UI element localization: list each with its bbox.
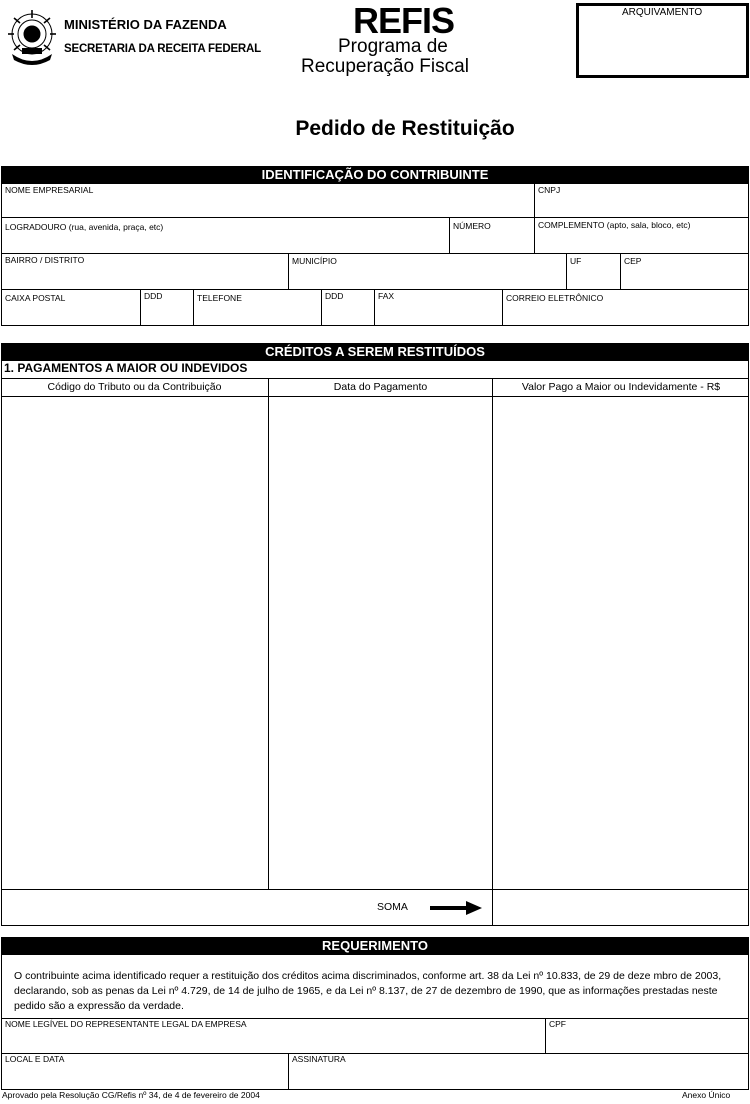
codigo-input-area[interactable] bbox=[2, 398, 267, 888]
archive-label: ARQUIVAMENTO bbox=[622, 7, 703, 18]
section-requerimento-heading: REQUERIMENTO bbox=[1, 937, 749, 955]
column-header-data: Data do Pagamento bbox=[333, 381, 428, 393]
soma-divider bbox=[1, 889, 749, 890]
program-name-line2: Recuperação Fiscal bbox=[301, 56, 469, 77]
section-identificacao-heading: IDENTIFICAÇÃO DO CONTRIBUINTE bbox=[1, 166, 749, 184]
field-label: LOGRADOURO (rua, avenida, praça, etc) bbox=[5, 222, 164, 232]
ddd-telefone-field[interactable] bbox=[140, 289, 194, 326]
telefone-field[interactable] bbox=[193, 289, 322, 326]
field-label: UF bbox=[570, 256, 582, 266]
refis-logo: REFIS bbox=[353, 0, 455, 41]
numero-field[interactable] bbox=[449, 217, 535, 254]
ddd-fax-field[interactable] bbox=[321, 289, 375, 326]
field-label: CEP bbox=[624, 256, 642, 266]
soma-label: SOMA bbox=[377, 901, 408, 913]
fax-field[interactable] bbox=[374, 289, 503, 326]
valor-input-area[interactable] bbox=[494, 398, 748, 888]
requerimento-text: O contribuinte acima identificado requer a restituição dos créditos acima discriminados, conforme art. 38 da Lei nº 10.833, de 29 de deze mbro de 2003, declarando, sob as penas da Lei nº 4.729, de 14 de julho de 1965, e da Lei nº 8.137, de 27 de dezembro de 1990, que as informações prestadas neste pedido são a expressão da verdade. bbox=[14, 970, 722, 1012]
nome-empresarial-field[interactable] bbox=[1, 183, 535, 218]
program-name-line1: Programa de bbox=[338, 36, 448, 57]
field-label: TELEFONE bbox=[197, 293, 242, 303]
representante-field[interactable] bbox=[1, 1018, 546, 1054]
field-label: DDD bbox=[144, 291, 163, 301]
field-label: CORREIO ELETRÔNICO bbox=[506, 293, 604, 303]
field-label: NOME LEGÍVEL DO REPRESENTANTE LEGAL DA EMPRESA bbox=[5, 1019, 247, 1029]
secretaria-name: SECRETARIA DA RECEITA FEDERAL bbox=[64, 43, 261, 55]
column-header-codigo: Código do Tributo ou da Contribuição bbox=[47, 381, 222, 393]
cep-field[interactable] bbox=[620, 253, 749, 290]
arrow-right-icon bbox=[430, 901, 482, 915]
column-divider bbox=[492, 378, 493, 926]
soma-value-field[interactable] bbox=[494, 891, 748, 925]
complemento-field[interactable] bbox=[534, 217, 749, 254]
field-label: FAX bbox=[378, 291, 395, 301]
pagamentos-subheading: 1. PAGAMENTOS A MAIOR OU INDEVIDOS bbox=[4, 361, 248, 375]
approval-note: Aprovado pela Resolução CG/Refis nº 34, de 4 de fevereiro de 2004 bbox=[2, 1090, 260, 1100]
archive-box bbox=[576, 3, 749, 78]
field-label: NÚMERO bbox=[453, 221, 491, 231]
bairro-field[interactable] bbox=[1, 253, 289, 290]
assinatura-field[interactable] bbox=[288, 1053, 749, 1090]
local-data-field[interactable] bbox=[1, 1053, 289, 1090]
annex-note: Anexo Único bbox=[682, 1090, 731, 1100]
cpf-field[interactable] bbox=[545, 1018, 749, 1054]
uf-field[interactable] bbox=[566, 253, 621, 290]
document-title: Pedido de Restituição bbox=[295, 117, 515, 140]
cnpj-field[interactable] bbox=[534, 183, 749, 218]
logradouro-field[interactable] bbox=[1, 217, 450, 254]
coat-of-arms-icon bbox=[8, 10, 56, 66]
email-field[interactable] bbox=[502, 289, 749, 326]
field-label: CPF bbox=[549, 1019, 566, 1029]
field-label: CAIXA POSTAL bbox=[5, 293, 66, 303]
field-label: NOME EMPRESARIAL bbox=[5, 185, 94, 195]
municipio-field[interactable] bbox=[288, 253, 567, 290]
data-input-area[interactable] bbox=[270, 398, 491, 888]
field-label: LOCAL E DATA bbox=[5, 1054, 65, 1064]
section-creditos-heading: CRÉDITOS A SEREM RESTITUÍDOS bbox=[1, 343, 749, 361]
ministry-name: MINISTÉRIO DA FAZENDA bbox=[64, 17, 227, 32]
caixa-postal-field[interactable] bbox=[1, 289, 141, 326]
field-label: MUNICÍPIO bbox=[292, 256, 337, 266]
field-label: BAIRRO / DISTRITO bbox=[5, 255, 85, 265]
column-header-valor: Valor Pago a Maior ou Indevidamente - R$ bbox=[521, 381, 721, 393]
field-label: DDD bbox=[325, 291, 344, 301]
field-label: ASSINATURA bbox=[292, 1054, 346, 1064]
field-label: COMPLEMENTO (apto, sala, bloco, etc) bbox=[538, 220, 691, 230]
field-label: CNPJ bbox=[538, 185, 561, 195]
column-divider bbox=[268, 378, 269, 890]
